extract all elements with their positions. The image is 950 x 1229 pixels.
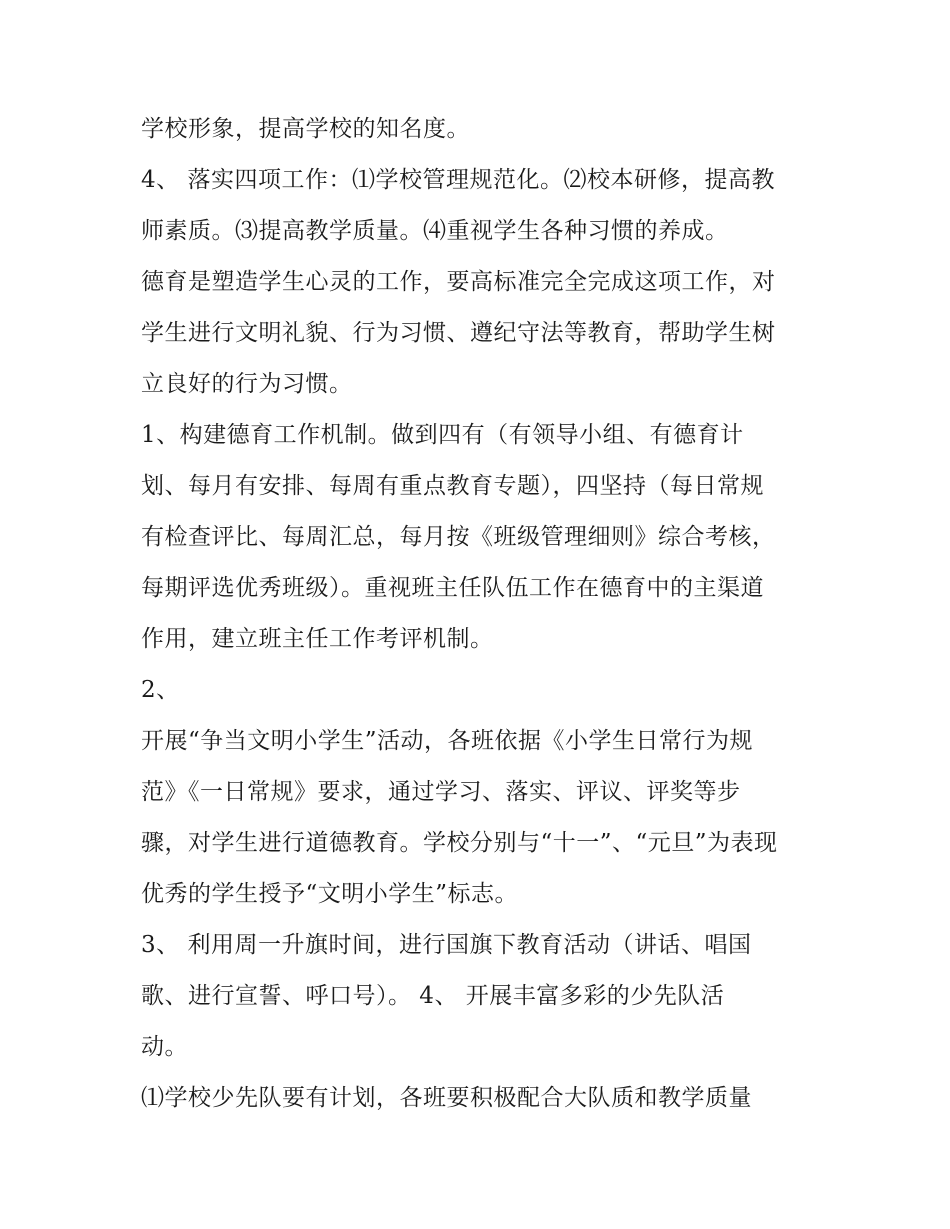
text-line: 师素质。⑶提高教学质量。⑷重视学生各种习惯的养成。 [141, 218, 729, 244]
text-line: 有检查评比、每周汇总，每月按《班级管理细则》综合考核， [141, 524, 776, 550]
text-line: 骤，对学生进行道德教育。学校分别与“十一”、“元旦”为表现 [141, 830, 778, 856]
text-line: 2、 [141, 677, 180, 703]
text-line: ⑴学校少先队要有计划，各班要积极配合大队质和教学质量 [141, 1085, 752, 1111]
text-line: 开展“争当文明小学生”活动，各班依据《小学生日常行为规 [141, 728, 754, 754]
text-line: 动。 [141, 1034, 188, 1060]
text-line: 学校形象，提高学校的知名度。 [141, 116, 470, 142]
text-line: 每期评选优秀班级）。重视班主任队伍工作在德育中的主渠道 [141, 575, 764, 601]
text-line: 优秀的学生授予“文明小学生”标志。 [141, 881, 519, 907]
text-line: 学生进行文明礼貌、行为习惯、遵纪守法等教育，帮助学生树 [141, 320, 776, 346]
text-line: 4、 落实四项工作：⑴学校管理规范化。⑵校本研修，提高教 [141, 167, 775, 193]
text-line: 1、构建德育工作机制。做到四有（有领导小组、有德育计 [141, 422, 744, 448]
text-line: 歌、进行宣誓、呼口号）。 4、 开展丰富多彩的少先队活 [141, 983, 725, 1009]
text-line: 划、每月有安排、每周有重点教育专题），四坚持（每日常规 [141, 473, 764, 499]
text-line: 立良好的行为习惯。 [141, 371, 353, 397]
text-line: 作用，建立班主任工作考评机制。 [141, 626, 494, 652]
text-line: 范》《一日常规》要求，通过学习、落实、评议、评奖等步 [141, 779, 741, 805]
text-line: 3、 利用周一升旗时间，进行国旗下教育活动（讲话、唱国 [141, 932, 752, 958]
text-line: 德育是塑造学生心灵的工作，要高标准完全完成这项工作，对 [141, 269, 776, 295]
